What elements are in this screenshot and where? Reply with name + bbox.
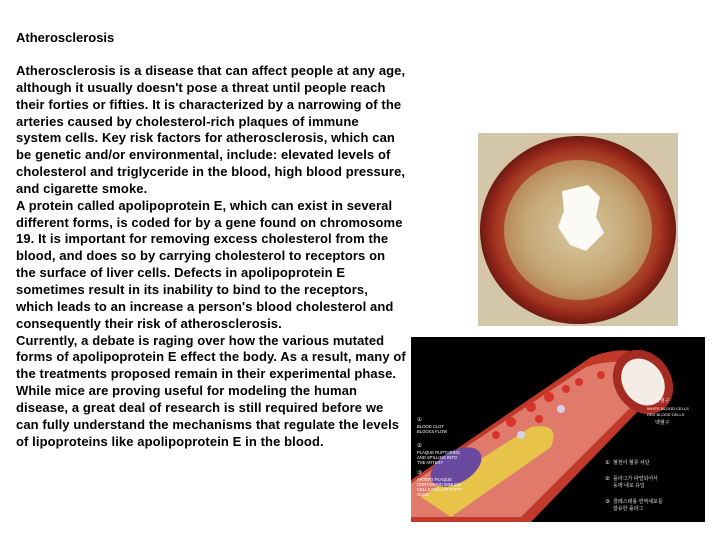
svg-text:백혈구: 백혈구 (655, 420, 670, 426)
paragraph-1: Atherosclerosis is a disease that can affect people at any age, although it usually doesn't pose a threat until people reach their forties or fifties. It is characterized by a narrowing of the arteries caused by cholesterol-rich plaques of immune system cells. Key risk factors for atherosclerosis, which can be genetic and/or environmental, include: elevated levels of cholesterol and triglyceride in the blood, high blood pressure, and cigarette smoke. (16, 63, 406, 196)
paragraph-3: Currently, a debate is raging over how the various mutated forms of apolipoprotein E effect the body. As a result, many of the treatments proposed remain in their experimental phase. While mice are proving useful for modeling the human disease, a great deal of research is still required before we can fully understand the mechanisms that regulate the levels of lipoproteins like apolipoprotein E in the blood. (16, 332, 406, 449)
svg-text:플라그가 파열되어서: 플라그가 파열되어서 (613, 476, 658, 482)
svg-text:콜레스테롤 면역세포를: 콜레스테롤 면역세포를 (613, 499, 663, 505)
body-text (16, 63, 406, 450)
labels-left (417, 416, 463, 497)
svg-text:AND SPILLING INTO: AND SPILLING INTO (417, 455, 457, 460)
svg-text:②: ② (417, 443, 422, 449)
paragraph-2: A protein called apolipoprotein E, which can exist in several different forms, is coded for by a gene found on chromosome 19. It is important for removing excess cholesterol from the blood, and does so by carrying cholesterol to receptors on the surface of liver cells. Defects in apolipoprotein E sometimes result in its inability to bind to the receptors, which leads to an increase a person's blood cholesterol and consequently their risk of atherosclerosis. (16, 197, 403, 331)
svg-text:③: ③ (417, 470, 422, 476)
svg-text:THE ARTERY: THE ARTERY (417, 460, 444, 465)
page-title: Atherosclerosis (16, 30, 115, 45)
svg-text:GUNK: GUNK (417, 492, 430, 497)
svg-text:PLAQUE RUPTURING: PLAQUE RUPTURING (417, 450, 461, 455)
svg-text:①: ① (605, 460, 610, 466)
artery-cross-section-photo (478, 133, 678, 326)
svg-text:혈전이 혈류 차단: 혈전이 혈류 차단 (613, 460, 650, 466)
artery-plaque-diagram (411, 337, 705, 522)
svg-text:동맥 내로 유입: 동맥 내로 유입 (613, 483, 645, 489)
svg-text:ARTERY PLAQUE: ARTERY PLAQUE (417, 477, 452, 482)
svg-text:RED BLOOD CELLS: RED BLOOD CELLS (647, 412, 685, 417)
svg-text:③: ③ (605, 499, 610, 505)
svg-text:CELLS FULL OF FATTY: CELLS FULL OF FATTY (417, 487, 463, 492)
svg-text:②: ② (605, 476, 610, 482)
svg-text:①: ① (417, 417, 422, 423)
svg-text:BLOCKS FLOW: BLOCKS FLOW (417, 429, 448, 434)
svg-text:적혈구: 적혈구 (655, 398, 670, 404)
labels-right (605, 459, 663, 512)
svg-text:WHITE BLOOD CELLS: WHITE BLOOD CELLS (647, 406, 689, 411)
svg-text:CONTAINING IMMUNE: CONTAINING IMMUNE (417, 482, 462, 487)
svg-text:함유한 플라그: 함유한 플라그 (613, 506, 644, 512)
svg-text:BLOOD CLOT: BLOOD CLOT (417, 424, 444, 429)
